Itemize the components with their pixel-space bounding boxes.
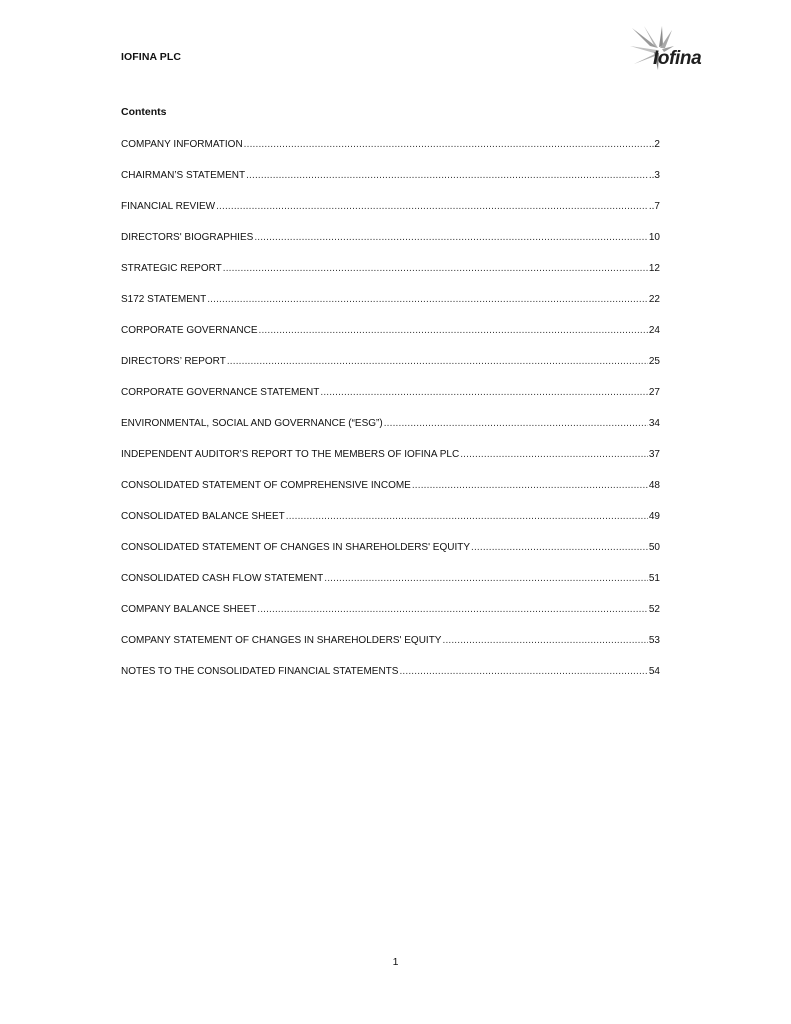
table-of-contents [121,136,660,694]
toc-title: CORPORATE GOVERNANCE STATEMENT [121,387,320,398]
toc-title: FINANCIAL REVIEW [121,201,216,212]
toc-title: COMPANY BALANCE SHEET [121,604,257,615]
dot-leader [384,415,648,433]
toc-page: ..3 [648,170,660,181]
toc-page: 12 [648,263,660,274]
dot-leader [460,446,648,464]
toc-page: 22 [648,294,660,305]
toc-page: 34 [648,418,660,429]
toc-page: 27 [648,387,660,398]
toc-title: CONSOLIDATED BALANCE SHEET [121,511,285,522]
toc-page: 48 [648,480,660,491]
dot-leader [412,477,648,495]
toc-page: ..7 [648,201,660,212]
toc-entry[interactable] [121,353,660,384]
toc-page: 37 [648,449,660,460]
toc-title: CORPORATE GOVERNANCE [121,325,258,336]
dot-leader [286,508,648,526]
toc-entry[interactable] [121,260,660,291]
toc-entry[interactable] [121,167,660,198]
toc-entry[interactable] [121,384,660,415]
toc-title: COMPANY STATEMENT OF CHANGES IN SHAREHOLDERS' EQUITY [121,635,442,646]
toc-title: INDEPENDENT AUDITOR’S REPORT TO THE MEMBERS OF IOFINA PLC [121,449,460,460]
contents-heading: Contents [121,106,167,118]
dot-leader [244,136,648,154]
dot-leader [216,198,648,216]
toc-entry[interactable] [121,229,660,260]
toc-entry[interactable] [121,415,660,446]
toc-entry[interactable] [121,539,660,570]
toc-page: 53 [648,635,660,646]
toc-title: CONSOLIDATED STATEMENT OF COMPREHENSIVE INCOME [121,480,411,491]
toc-title: CHAIRMAN’S STATEMENT [121,170,246,181]
toc-title: NOTES TO THE CONSOLIDATED FINANCIAL STATEMENTS [121,666,399,677]
dot-leader [399,663,647,681]
toc-entry[interactable] [121,291,660,322]
company-logo [628,26,728,72]
toc-page: 50 [648,542,660,553]
toc-page: 51 [648,573,660,584]
toc-title: ENVIRONMENTAL, SOCIAL AND GOVERNANCE (“ESG”) [121,418,383,429]
toc-page: 10 [648,232,660,243]
dot-leader [223,260,648,278]
dot-leader [442,632,647,650]
dot-leader [324,570,648,588]
toc-entry[interactable] [121,198,660,229]
toc-entry[interactable] [121,663,660,694]
page-number: 1 [392,956,399,968]
dot-leader [254,229,648,247]
toc-title: CONSOLIDATED CASH FLOW STATEMENT [121,573,324,584]
toc-title: S172 STATEMENT [121,294,207,305]
toc-page: 49 [648,511,660,522]
toc-page: ..2 [648,139,660,150]
toc-entry[interactable] [121,446,660,477]
company-name: IOFINA PLC [121,51,182,63]
toc-title: DIRECTORS’ REPORT [121,356,226,367]
toc-page: 52 [648,604,660,615]
toc-entry[interactable] [121,322,660,353]
toc-title: CONSOLIDATED STATEMENT OF CHANGES IN SHAREHOLDERS' EQUITY [121,542,470,553]
toc-page: 25 [648,356,660,367]
dot-leader [471,539,648,557]
toc-entry[interactable] [121,477,660,508]
toc-entry[interactable] [121,632,660,663]
toc-title: COMPANY INFORMATION [121,139,243,150]
toc-entry[interactable] [121,136,660,167]
toc-title: DIRECTORS' BIOGRAPHIES [121,232,254,243]
toc-entry[interactable] [121,570,660,601]
toc-page: 54 [648,666,660,677]
dot-leader [320,384,648,402]
dot-leader [257,601,648,619]
toc-page: 24 [648,325,660,336]
dot-leader [246,167,648,185]
dot-leader [207,291,648,309]
dot-leader [259,322,648,340]
logo-wordmark: Iofina [653,48,702,69]
toc-entry[interactable] [121,508,660,539]
toc-entry[interactable] [121,601,660,632]
dot-leader [227,353,648,371]
toc-title: STRATEGIC REPORT [121,263,222,274]
